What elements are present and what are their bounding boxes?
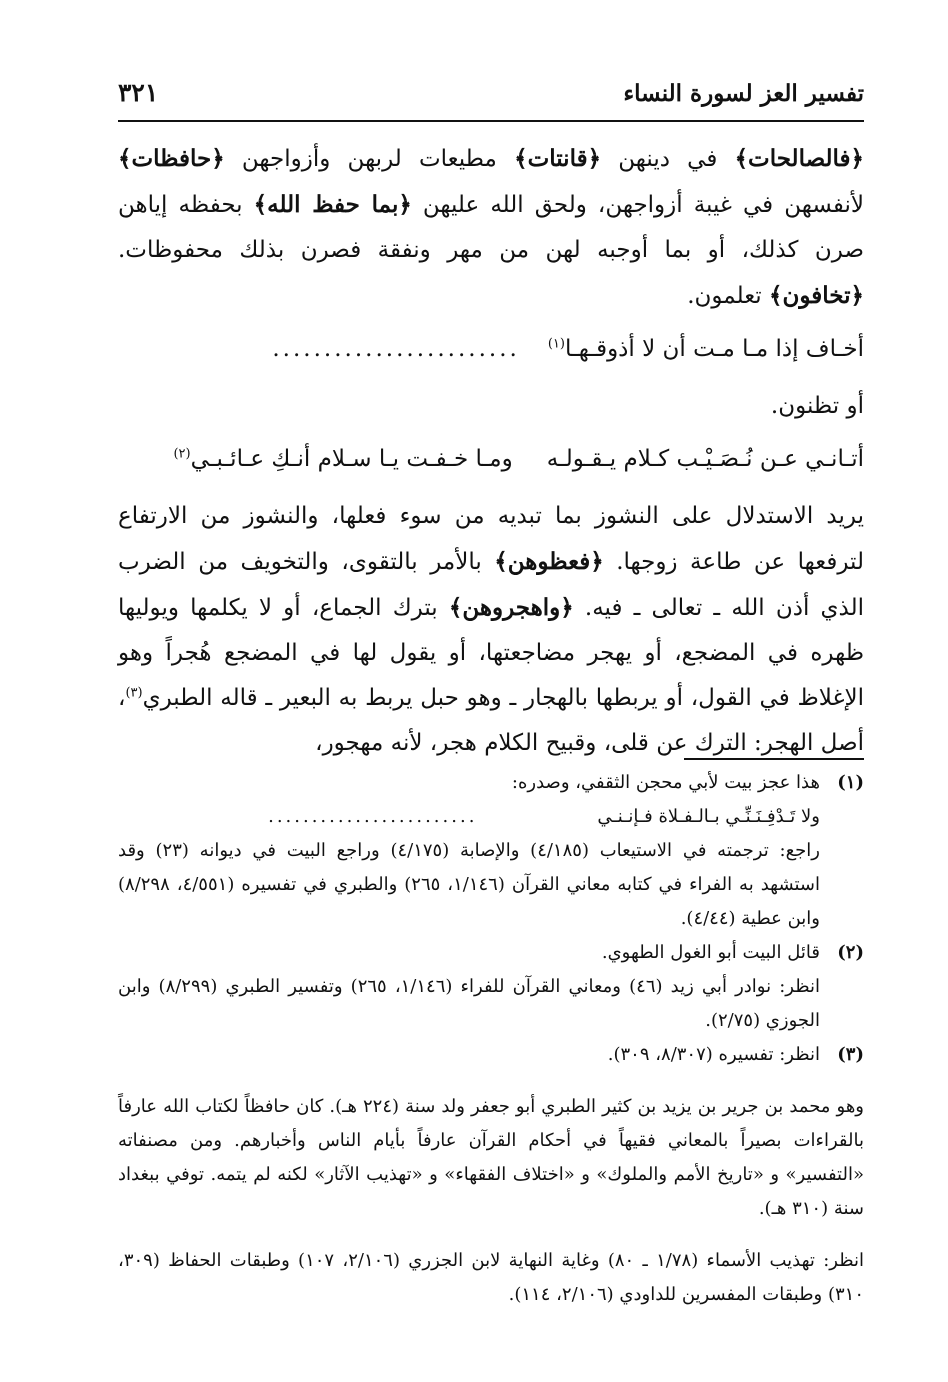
- quran-word: ﴿بما حفظ الله﴾: [253, 191, 412, 218]
- quran-word: ﴿واهجروهن﴾: [448, 594, 574, 621]
- footnote-verse: ولا تَـدْفِـنَـنِّـي بـالـفـلاة فـإنـنـي ........................: [268, 806, 820, 827]
- footnote-line: انظر: تفسيره (٨/٣٠٧، ٣٠٩).: [607, 1044, 820, 1065]
- verse-hemistich-2: ومـا خـفـت يـا سـلام أنـكِ عـائـبـي$^{(٢)}$: [173, 446, 513, 472]
- quran-word: ﴿حافظات﴾: [118, 145, 225, 172]
- text-run: مطيعات لربهن وأزواجهن: [224, 146, 515, 172]
- line-or: أو تظنون.: [770, 393, 864, 419]
- footnote-text: وهو محمد بن جرير بن يزيد بن كثير الطبري أبو جعفر ولد سنة (٢٢٤ هـ). كان حافظاً لكتاب الله عارفاً بالقراءات بصيراً بالمعاني فقيهاً في أحكام القرآن عارفاً بأيام الناس وأخبارهم. ومن مصنفاته «التفسير» و «تاريخ الأمم والملوك» و «اختلاف الفقهاء» و «تهذيب الآثار» لكنه لم يتمه. توفي ببغداد سنة (٣١٠ هـ).: [118, 1096, 864, 1219]
- quran-word: ﴿فعظوهن﴾: [494, 548, 604, 575]
- quran-word: ﴿فالصالحات﴾: [734, 145, 865, 172]
- paragraph-2: [118, 494, 864, 766]
- poetry-verse-2: [118, 437, 864, 482]
- text-run: تعلمون.: [687, 283, 770, 309]
- footnote-rule: [684, 758, 864, 760]
- text-run: بترك الجماع، أو لا يكلمها ويوليها ظهره في المضجع، أو يهجر مضاجعتها، أو يقول لها في المضجع هُجراً وهو الإغلاظ في القول، أو يربطها بالهجار ـ وهو حبل يربط به البعير ـ قاله الطبري: [118, 595, 864, 711]
- footnote-number: (٢): [837, 942, 864, 963]
- text-run: يريد الاستدلال على النشوز بما تبديه من سوء فعلها، والنشوز من الارتفاع لترفعها عن طاعة زوجها.: [118, 503, 864, 575]
- verse-hemistich-1: أتـانـي عـن نُـصَـيْـب كـلام يـقـولـه: [546, 446, 864, 472]
- footnote-ref: (١): [547, 336, 565, 352]
- quran-word: ﴿تخافون﴾: [769, 282, 864, 309]
- footnote-ref: (٣): [125, 685, 143, 701]
- footnote-text: انظر: تهذيب الأسماء (١/٧٨ ـ ٨٠) وغاية النهاية لابن الجزري (٢/١٠٦، ١٠٧) وطبقات الحفاظ (٣٠٩، ٣١٠) وطبقات المفسرين للداودي (٢/١٠٦، ١١٤).: [118, 1250, 865, 1305]
- quran-word: ﴿قانتات﴾: [514, 145, 602, 172]
- header-title: تفسير العز لسورة النساء: [623, 80, 864, 107]
- footnote-line: قائل البيت أبو الغول الطهوي.: [601, 942, 820, 963]
- text-run: ، أصل الهجر: الترك عن قلى، وقبيح الكلام هجر، لأنه مهجور،: [118, 685, 864, 756]
- footnote-2: [118, 936, 864, 1038]
- footnote-line: هذا عجز بيت لأبي محجن الثقفي، وصدره:: [511, 772, 820, 793]
- text-run: في دينهن: [601, 146, 735, 172]
- text-run: بالأمر بالتقوى، والتخويف من الضرب الذي أذن الله ـ تعالى ـ فيه.: [118, 549, 864, 621]
- verse-dots: ........................: [272, 336, 520, 362]
- footnotes: [118, 766, 864, 1330]
- text-run: لأنفسهن في غيبة أزواجهن، ولحق الله عليهن: [411, 192, 865, 218]
- paragraph-1: [118, 136, 864, 319]
- running-header: [118, 74, 864, 118]
- text-run: بحفظه إياهن صرن كذلك، أو بما أوجبه لهن من مهر ونفقة فصرن بذلك محفوظات.: [118, 192, 864, 263]
- footnote-text: انظر: نوادر أبي زيد (٤٦) ومعاني القرآن للفراء (١/١٤٦، ٢٦٥) وتفسير الطبري (٨/٢٩٩) وابن الجوزي (٢/٧٥).: [118, 976, 820, 1031]
- footnote-3: [118, 1038, 864, 1072]
- footnote-number: (١): [837, 772, 864, 793]
- page-number: ٣٢١: [118, 78, 159, 107]
- poetry-verse-1: [118, 327, 864, 372]
- footnote-ref: (٢): [173, 446, 191, 462]
- verse-hemistich: أخـاف إذا مـا مـت أن لا أذوقـهـا$^{(١)}$: [547, 336, 864, 362]
- footnote-number: (٣): [837, 1044, 864, 1065]
- main-text: [118, 136, 864, 766]
- footnote-1: [118, 766, 864, 936]
- header-rule: [118, 120, 864, 122]
- footnote-text: راجع: ترجمته في الاستيعاب (٤/١٨٥) والإصابة (٤/١٧٥) وراجع البيت في ديوانه (٢٣) وقد استشهد به الفراء في كتابه معاني القرآن (١/١٤٦، ٢٦٥) والطبري في تفسيره (٤/٥٥١، ٨/٢٩٨) وابن عطية (٤/٤٤).: [118, 840, 821, 929]
